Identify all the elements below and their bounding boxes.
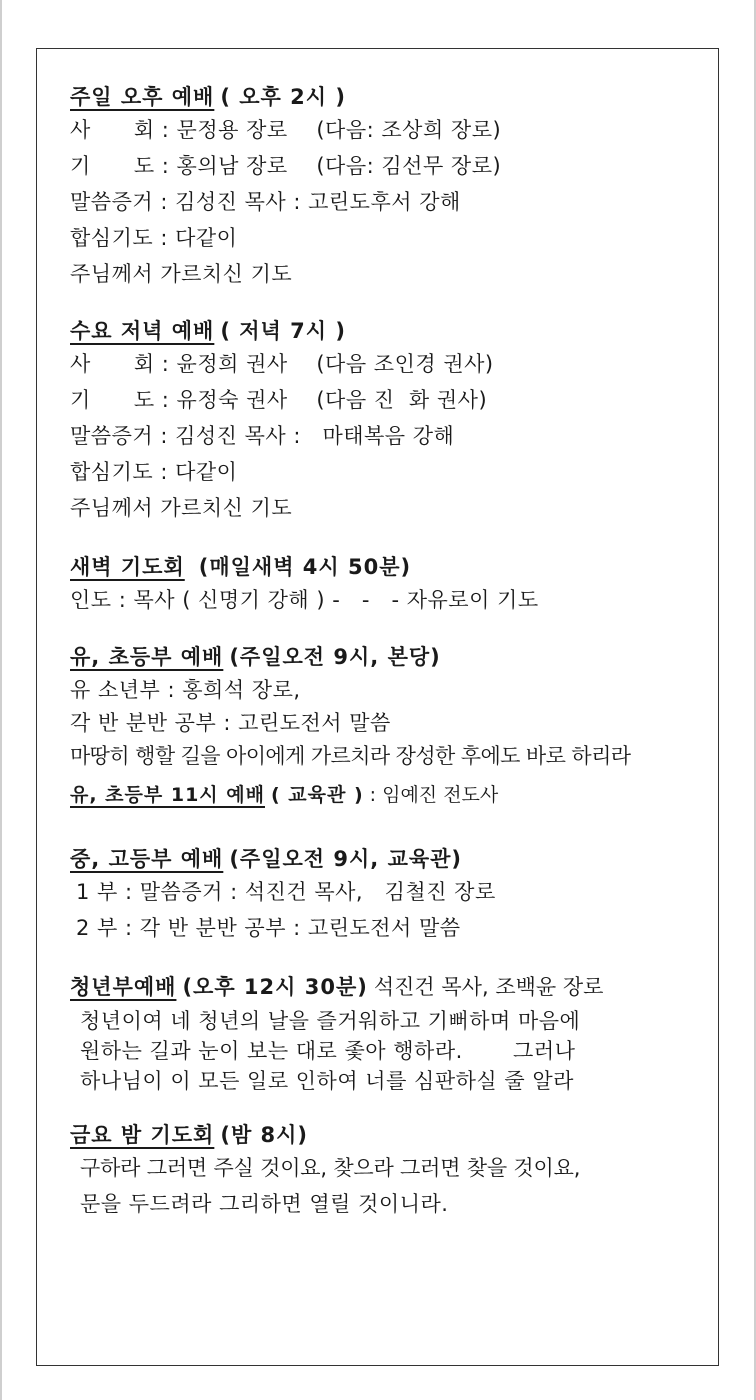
section-heading xyxy=(70,642,710,672)
friday-night-section xyxy=(70,1120,710,1222)
sub-title: 유, 초등부 11시 예배 xyxy=(70,784,265,806)
wednesday-evening-section xyxy=(70,316,710,526)
detail-line: 각 반 분반 공부 : 고린도전서 말씀 xyxy=(70,711,391,735)
section-title: 유, 초등부 예배 xyxy=(70,645,224,669)
role-line: 말씀증거 : 김성진 목사 : 마태복음 강해 xyxy=(70,424,455,448)
detail-line: 2 부 : 각 반 분반 공부 : 고린도전서 말씀 xyxy=(76,916,461,940)
section-title: 주일 오후 예배 xyxy=(70,85,215,109)
sub-tail: : 임예진 전도사 xyxy=(369,784,499,806)
dawn-prayer-section xyxy=(70,552,710,618)
role-line: 사 회 : 문정용 장로 (다음: 조상희 장로) xyxy=(70,118,502,142)
scripture-line: 문을 두드려라 그리하면 열릴 것이니라. xyxy=(80,1192,449,1216)
scripture-line: 원하는 길과 눈이 보는 대로 좇아 행하라. 그러나 xyxy=(80,1039,576,1063)
section-time: ( 오후 2시 ) xyxy=(220,85,346,109)
section-time: (주일오전 9시, 본당) xyxy=(229,645,441,669)
section-heading xyxy=(70,844,710,874)
section-time: (밤 8시) xyxy=(220,1123,309,1147)
section-title: 금요 밤 기도회 xyxy=(70,1123,215,1147)
scripture-line: 마땅히 행할 길을 아이에게 가르치라 장성한 후에도 바로 하리라 xyxy=(70,744,631,768)
sunday-afternoon-section xyxy=(70,82,710,292)
section-heading xyxy=(70,316,710,346)
scripture-line: 하나님이 이 모든 일로 인하여 너를 심판하실 줄 알라 xyxy=(80,1069,574,1093)
section-heading xyxy=(70,82,710,112)
page-edge-left xyxy=(0,0,2,1400)
section-heading xyxy=(70,552,710,582)
section-title: 수요 저녁 예배 xyxy=(70,319,215,343)
section-title: 청년부예배 xyxy=(70,975,177,999)
role-line: 주님께서 가르치신 기도 xyxy=(70,262,293,286)
scripture-line: 청년이여 네 청년의 날을 즐거워하고 기뻐하며 마음에 xyxy=(80,1009,581,1033)
section-title: 중, 고등부 예배 xyxy=(70,847,224,871)
secondary-section xyxy=(70,844,710,946)
bulletin-content xyxy=(70,80,710,1222)
section-time: (오후 12시 30분) xyxy=(182,975,368,999)
section-tail: 석진건 목사, 조백윤 장로 xyxy=(373,975,604,999)
section-heading xyxy=(70,972,710,1002)
section-title: 새벽 기도회 xyxy=(70,555,185,579)
leader-line: 인도 : 목사 ( 신명기 강해 ) - - - 자유로이 기도 xyxy=(70,588,539,612)
sub-heading xyxy=(70,780,710,810)
section-time: (주일오전 9시, 교육관) xyxy=(229,847,463,871)
role-line: 말씀증거 : 김성진 목사 : 고린도후서 강해 xyxy=(70,190,461,214)
youth-section xyxy=(70,972,710,1096)
detail-line: 1 부 : 말씀증거 : 석진건 목사, 김철진 장로 xyxy=(76,880,496,904)
section-heading xyxy=(70,1120,710,1150)
role-line: 합심기도 : 다같이 xyxy=(70,226,238,250)
detail-line: 유 소년부 : 홍희석 장로, xyxy=(70,678,301,702)
role-line: 합심기도 : 다같이 xyxy=(70,460,238,484)
section-time: (매일새벽 4시 50분) xyxy=(198,555,412,579)
scripture-line: 구하라 그러면 주실 것이요, 찾으라 그러면 찾을 것이요, xyxy=(80,1156,581,1180)
sub-time: ( 교육관 ) xyxy=(270,784,364,806)
section-time: ( 저녁 7시 ) xyxy=(220,319,346,343)
role-line: 사 회 : 윤정희 권사 (다음 조인경 권사) xyxy=(70,352,494,376)
role-line: 기 도 : 홍의남 장로 (다음: 김선무 장로) xyxy=(70,154,502,178)
role-line: 주님께서 가르치신 기도 xyxy=(70,496,293,520)
elementary-section xyxy=(70,642,710,810)
role-line: 기 도 : 유정숙 권사 (다음 진 화 권사) xyxy=(70,388,488,412)
